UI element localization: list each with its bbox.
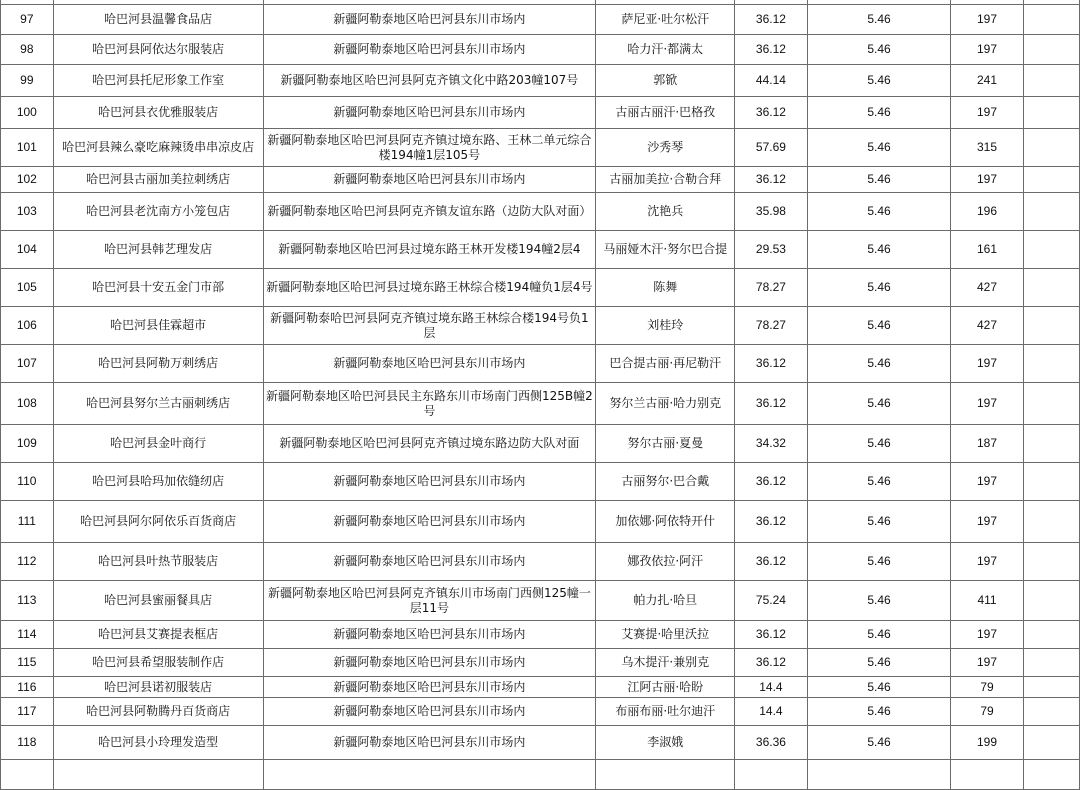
area-cell[interactable]: 36.12 [735,649,807,677]
address-cell[interactable]: 新疆阿勒泰地区哈巴河县过境东路王林开发楼194幢2层4 [263,231,595,269]
amount-cell[interactable]: 79 [951,698,1023,726]
rate-cell[interactable]: 5.46 [807,425,951,463]
shop-name-cell[interactable]: 哈巴河县十安五金门市部 [53,269,263,307]
rate-cell[interactable]: 5.46 [807,345,951,383]
row-number-cell[interactable] [1,760,54,790]
operator-name-cell[interactable]: 布丽布丽·吐尔迪汗 [596,698,735,726]
row-number-cell[interactable]: 102 [1,167,54,193]
table-row [1,649,1080,677]
address-cell[interactable]: 新疆阿勒泰地区哈巴河县东川市场内 [263,621,595,649]
area-cell[interactable]: 35.98 [735,193,807,231]
table-row [1,167,1080,193]
rate-cell[interactable]: 5.46 [807,193,951,231]
amount-cell[interactable]: 197 [951,345,1023,383]
amount-cell[interactable]: 241 [951,65,1023,97]
empty-cell[interactable] [1023,425,1079,463]
shop-name-cell[interactable]: 哈巴河县哈玛加依缝纫店 [53,463,263,501]
shop-name-cell[interactable]: 哈巴河县温馨食品店 [53,5,263,35]
operator-name-cell[interactable]: 江阿古丽·哈盼 [596,677,735,698]
amount-cell[interactable]: 197 [951,649,1023,677]
empty-cell[interactable] [1023,269,1079,307]
shop-name-cell[interactable]: 哈巴河县阿勒腾丹百货商店 [53,698,263,726]
empty-cell[interactable] [1023,307,1079,345]
area-cell[interactable]: 57.69 [735,129,807,167]
amount-cell[interactable]: 197 [951,383,1023,425]
empty-cell[interactable] [1023,167,1079,193]
amount-cell[interactable]: 411 [951,581,1023,621]
rate-cell[interactable]: 5.46 [807,581,951,621]
area-cell[interactable]: 36.12 [735,621,807,649]
operator-name-cell[interactable]: 帕力扎·哈旦 [596,581,735,621]
table-row [1,501,1080,543]
rate-cell[interactable] [807,760,951,790]
amount-cell[interactable]: 197 [951,97,1023,129]
operator-name-cell[interactable]: 努尔兰古丽·哈力别克 [596,383,735,425]
row-number-cell[interactable]: 103 [1,193,54,231]
shop-name-cell[interactable]: 哈巴河县金叶商行 [53,425,263,463]
operator-name-cell[interactable]: 郭锨 [596,65,735,97]
operator-name-cell[interactable]: 乌木提汗·兼别克 [596,649,735,677]
area-cell[interactable]: 36.12 [735,35,807,65]
address-cell[interactable]: 新疆阿勒泰哈巴河县阿克齐镇过境东路王林综合楼194号负1层 [263,307,595,345]
shop-name-cell[interactable]: 哈巴河县阿勒万刺绣店 [53,345,263,383]
table-row [1,543,1080,581]
shop-name-cell[interactable] [53,760,263,790]
operator-name-cell[interactable]: 加依娜·阿依特开什 [596,501,735,543]
row-number-cell[interactable]: 104 [1,231,54,269]
shop-name-cell[interactable]: 哈巴河县阿依达尔服装店 [53,35,263,65]
rate-cell[interactable]: 5.46 [807,621,951,649]
row-number-cell[interactable]: 113 [1,581,54,621]
area-cell[interactable]: 36.12 [735,5,807,35]
empty-cell[interactable] [1023,35,1079,65]
row-number-cell[interactable]: 98 [1,35,54,65]
address-cell[interactable]: 新疆阿勒泰地区哈巴河县东川市场内 [263,35,595,65]
operator-name-cell[interactable]: 古丽古丽汗·巴格孜 [596,97,735,129]
address-cell[interactable]: 新疆阿勒泰地区哈巴河县阿克齐镇过境东路、王林二单元综合楼194幢1层105号 [263,129,595,167]
amount-cell[interactable]: 197 [951,501,1023,543]
address-cell[interactable]: 新疆阿勒泰地区哈巴河县阿克齐镇文化中路203幢107号 [263,65,595,97]
empty-cell[interactable] [1023,463,1079,501]
area-cell[interactable]: 36.12 [735,167,807,193]
amount-cell[interactable]: 427 [951,307,1023,345]
rate-cell[interactable]: 5.46 [807,543,951,581]
row-number-cell[interactable]: 116 [1,677,54,698]
amount-cell[interactable]: 161 [951,231,1023,269]
area-cell[interactable] [735,760,807,790]
empty-cell[interactable] [1023,501,1079,543]
operator-name-cell[interactable]: 哈力汗·都满太 [596,35,735,65]
address-cell[interactable]: 新疆阿勒泰地区哈巴河县民主东路东川市场南门西侧125B幢2号 [263,383,595,425]
table-row [1,698,1080,726]
area-cell[interactable]: 34.32 [735,425,807,463]
shop-name-cell[interactable]: 哈巴河县阿尔阿依乐百货商店 [53,501,263,543]
empty-cell[interactable] [1023,677,1079,698]
empty-cell[interactable] [1023,760,1079,790]
address-cell[interactable]: 新疆阿勒泰地区哈巴河县东川市场内 [263,649,595,677]
operator-name-cell[interactable]: 沈艳兵 [596,193,735,231]
address-cell[interactable]: 新疆阿勒泰地区哈巴河县东川市场内 [263,698,595,726]
address-cell[interactable]: 新疆阿勒泰地区哈巴河县东川市场内 [263,543,595,581]
row-number-cell[interactable]: 106 [1,307,54,345]
area-cell[interactable]: 78.27 [735,307,807,345]
row-number-cell[interactable]: 117 [1,698,54,726]
rate-cell[interactable]: 5.46 [807,35,951,65]
table-row [1,5,1080,35]
table-body [1,0,1080,790]
row-number-cell[interactable]: 105 [1,269,54,307]
table-row [1,383,1080,425]
address-cell[interactable]: 新疆阿勒泰地区哈巴河县过境东路王林综合楼194幢负1层4号 [263,269,595,307]
address-cell[interactable]: 新疆阿勒泰地区哈巴河县阿克齐镇过境东路边防大队对面 [263,425,595,463]
address-cell[interactable]: 新疆阿勒泰地区哈巴河县阿克齐镇东川市场南门西侧125幢一层11号 [263,581,595,621]
address-cell[interactable]: 新疆阿勒泰地区哈巴河县东川市场内 [263,345,595,383]
empty-cell[interactable] [1023,649,1079,677]
empty-cell[interactable] [1023,231,1079,269]
address-cell[interactable] [263,760,595,790]
rate-cell[interactable]: 5.46 [807,65,951,97]
rate-cell[interactable]: 5.46 [807,677,951,698]
operator-name-cell[interactable]: 古丽加美拉·合勒合拜 [596,167,735,193]
shop-name-cell[interactable]: 哈巴河县衣优雅服装店 [53,97,263,129]
table-row [1,463,1080,501]
shop-name-cell[interactable]: 哈巴河县小玲理发造型 [53,726,263,760]
area-cell[interactable]: 36.12 [735,345,807,383]
row-number-cell[interactable]: 115 [1,649,54,677]
operator-name-cell[interactable]: 陈舞 [596,269,735,307]
operator-name-cell[interactable]: 李淑娥 [596,726,735,760]
shop-name-cell[interactable]: 哈巴河县希望服装制作店 [53,649,263,677]
empty-cell[interactable] [1023,129,1079,167]
amount-cell[interactable]: 197 [951,543,1023,581]
rate-cell[interactable]: 5.46 [807,5,951,35]
table-row [1,97,1080,129]
operator-name-cell[interactable]: 艾赛提·哈里沃拉 [596,621,735,649]
row-number-cell[interactable]: 99 [1,65,54,97]
shop-name-cell[interactable]: 哈巴河县辣么豪吃麻辣烫串串凉皮店 [53,129,263,167]
table-row [1,231,1080,269]
rate-cell[interactable]: 5.46 [807,501,951,543]
empty-cell[interactable] [1023,621,1079,649]
area-cell[interactable]: 36.12 [735,543,807,581]
rate-cell[interactable]: 5.46 [807,231,951,269]
rate-cell[interactable]: 5.46 [807,463,951,501]
row-number-cell[interactable]: 114 [1,621,54,649]
row-number-cell[interactable]: 110 [1,463,54,501]
empty-cell[interactable] [1023,726,1079,760]
row-number-cell[interactable]: 97 [1,5,54,35]
rate-cell[interactable]: 5.46 [807,129,951,167]
rate-cell[interactable]: 5.46 [807,698,951,726]
amount-cell[interactable]: 197 [951,35,1023,65]
operator-name-cell[interactable]: 娜孜依拉·阿汗 [596,543,735,581]
operator-name-cell[interactable]: 刘桂玲 [596,307,735,345]
table-row [1,129,1080,167]
rate-cell[interactable]: 5.46 [807,383,951,425]
amount-cell[interactable]: 197 [951,167,1023,193]
rate-cell[interactable]: 5.46 [807,307,951,345]
shop-name-cell[interactable]: 哈巴河县托尼形象工作室 [53,65,263,97]
empty-cell[interactable] [1023,383,1079,425]
area-cell[interactable]: 78.27 [735,269,807,307]
table-row [1,193,1080,231]
table-row [1,425,1080,463]
shop-name-cell[interactable]: 哈巴河县老沈南方小笼包店 [53,193,263,231]
row-number-cell[interactable]: 111 [1,501,54,543]
amount-cell[interactable]: 427 [951,269,1023,307]
operator-name-cell[interactable]: 古丽努尔·巴合戴 [596,463,735,501]
amount-cell[interactable]: 187 [951,425,1023,463]
table-row [1,581,1080,621]
table-row [1,621,1080,649]
address-cell[interactable]: 新疆阿勒泰地区哈巴河县东川市场内 [263,97,595,129]
address-cell[interactable]: 新疆阿勒泰地区哈巴河县东川市场内 [263,167,595,193]
table-row [1,726,1080,760]
address-cell[interactable]: 新疆阿勒泰地区哈巴河县东川市场内 [263,463,595,501]
area-cell[interactable]: 75.24 [735,581,807,621]
empty-cell[interactable] [1023,5,1079,35]
shop-name-cell[interactable]: 哈巴河县叶热节服装店 [53,543,263,581]
table-row [1,307,1080,345]
rate-cell[interactable]: 5.46 [807,269,951,307]
empty-cell[interactable] [1023,698,1079,726]
area-cell[interactable]: 29.53 [735,231,807,269]
shop-name-cell[interactable]: 哈巴河县古丽加美拉刺绣店 [53,167,263,193]
operator-name-cell[interactable] [596,760,735,790]
table-row [1,65,1080,97]
shop-name-cell[interactable]: 哈巴河县诺初服装店 [53,677,263,698]
area-cell[interactable]: 36.12 [735,463,807,501]
table-row [1,35,1080,65]
table-row [1,760,1080,790]
area-cell[interactable]: 44.14 [735,65,807,97]
area-cell[interactable]: 36.12 [735,383,807,425]
empty-cell[interactable] [1023,65,1079,97]
address-cell[interactable]: 新疆阿勒泰地区哈巴河县东川市场内 [263,501,595,543]
area-cell[interactable]: 36.36 [735,726,807,760]
area-cell[interactable]: 36.12 [735,97,807,129]
empty-cell[interactable] [1023,345,1079,383]
amount-cell[interactable]: 197 [951,5,1023,35]
area-cell[interactable]: 14.4 [735,698,807,726]
shop-name-cell[interactable]: 哈巴河县韩艺理发店 [53,231,263,269]
operator-name-cell[interactable]: 马丽娅木汗·努尔巴合提 [596,231,735,269]
address-cell[interactable]: 新疆阿勒泰地区哈巴河县东川市场内 [263,677,595,698]
address-cell[interactable]: 新疆阿勒泰地区哈巴河县阿克齐镇友谊东路（边防大队对面） [263,193,595,231]
operator-name-cell[interactable]: 努尔古丽·夏曼 [596,425,735,463]
amount-cell[interactable]: 196 [951,193,1023,231]
shop-name-cell[interactable]: 哈巴河县蜜丽餐具店 [53,581,263,621]
table-row [1,269,1080,307]
empty-cell[interactable] [1023,193,1079,231]
area-cell[interactable]: 36.12 [735,501,807,543]
operator-name-cell[interactable]: 萨尼亚·吐尔松汗 [596,5,735,35]
row-number-cell[interactable]: 112 [1,543,54,581]
amount-cell[interactable] [951,760,1023,790]
rate-cell[interactable]: 5.46 [807,649,951,677]
operator-name-cell[interactable]: 沙秀琴 [596,129,735,167]
rate-cell[interactable]: 5.46 [807,97,951,129]
amount-cell[interactable]: 79 [951,677,1023,698]
table-row [1,677,1080,698]
row-number-cell[interactable]: 100 [1,97,54,129]
row-number-cell[interactable]: 109 [1,425,54,463]
shop-name-cell[interactable]: 哈巴河县努尔兰古丽刺绣店 [53,383,263,425]
amount-cell[interactable]: 197 [951,621,1023,649]
empty-cell[interactable] [1023,543,1079,581]
amount-cell[interactable]: 315 [951,129,1023,167]
area-cell[interactable]: 14.4 [735,677,807,698]
amount-cell[interactable]: 199 [951,726,1023,760]
amount-cell[interactable]: 197 [951,463,1023,501]
shop-name-cell[interactable]: 哈巴河县艾赛提表框店 [53,621,263,649]
shop-name-cell[interactable]: 哈巴河县佳霖超市 [53,307,263,345]
empty-cell[interactable] [1023,581,1079,621]
empty-cell[interactable] [1023,97,1079,129]
row-number-cell[interactable]: 118 [1,726,54,760]
operator-name-cell[interactable]: 巴合提古丽·再尼勒汗 [596,345,735,383]
rate-cell[interactable]: 5.46 [807,167,951,193]
address-cell[interactable]: 新疆阿勒泰地区哈巴河县东川市场内 [263,726,595,760]
address-cell[interactable]: 新疆阿勒泰地区哈巴河县东川市场内 [263,5,595,35]
rate-cell[interactable]: 5.46 [807,726,951,760]
table-row [1,345,1080,383]
row-number-cell[interactable]: 101 [1,129,54,167]
row-number-cell[interactable]: 107 [1,345,54,383]
row-number-cell[interactable]: 108 [1,383,54,425]
